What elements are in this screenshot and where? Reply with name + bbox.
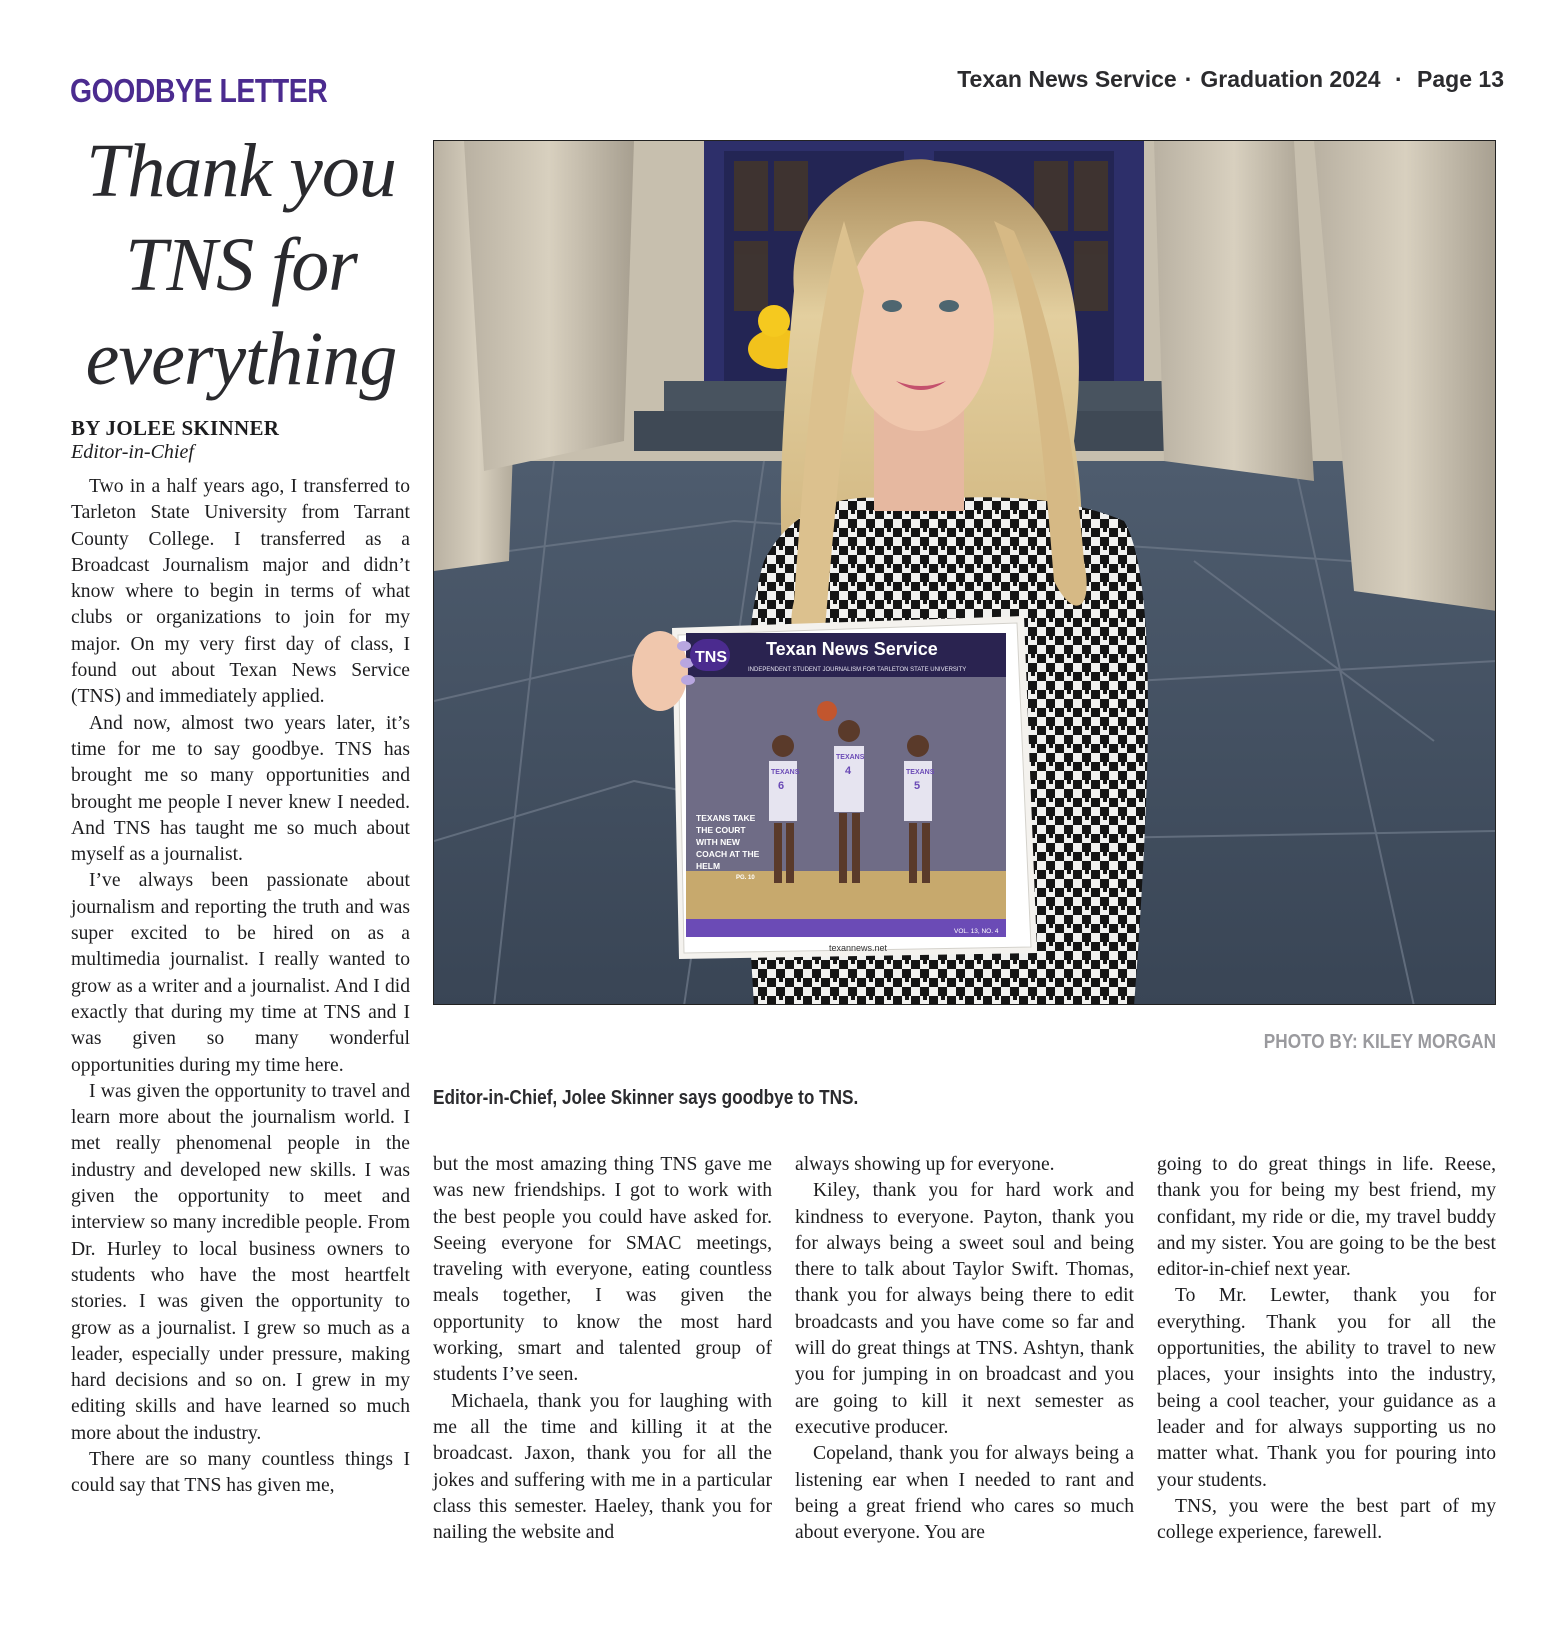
photo-caption: Editor-in-Chief, Jolee Skinner says goodbye to TNS. <box>433 1087 859 1109</box>
article-paragraph: going to do great things in life. Reese, thank you for being my best friend, my confidant, my ride or die, my travel buddy and my sister. You are going to be the best editor-in-chief next year. <box>1157 1154 1496 1281</box>
newspaper-volume: VOL. 13, NO. 4 <box>954 928 999 935</box>
headline-line: Thank you <box>86 129 396 213</box>
page-folio: Texan News Service · Graduation 2024 · Page 13 <box>957 66 1504 92</box>
photo-credit: PHOTO BY: KILEY MORGAN <box>1263 1031 1496 1053</box>
article-paragraph: Copeland, thank you for always being a listening ear when I needed to rant and being a great friend who cares so much about everyone. You are <box>795 1443 1134 1544</box>
newspaper-logo: TNS <box>695 649 727 666</box>
article-paragraph: but the most amazing thing TNS gave me was new friendships. I got to work with the best people you could have asked for. Seeing everyone for SMAC meetings, traveling with everyone, eating countless meals together, I was given the opportunity to know the most hard working, smart and talented group of students I’ve seen. <box>433 1154 772 1386</box>
newspaper-website: texannews.net <box>829 943 888 953</box>
jersey-label: TEXANS <box>771 769 800 776</box>
article-paragraph: TNS, you were the best part of my college experience, farewell. <box>1157 1495 1496 1544</box>
feature-photo <box>433 140 1496 1005</box>
article-column-2 <box>433 1152 772 1546</box>
article-paragraph: Two in a half years ago, I transferred to Tarleton State University from Tarrant County College. I transferred as a Broadcast Journalism major and didn’t know where to begin in terms of what clubs or organizations to join for my major. On my very first day of class, I found out about Texan News Service (TNS) and immediately applied. <box>71 476 410 708</box>
newspaper-tagline: INDEPENDENT STUDENT JOURNALISM FOR TARLETON STATE UNIVERSITY <box>748 667 967 673</box>
headline-line: TNS for <box>125 223 357 307</box>
article-paragraph: I’ve always been passionate about journalism and reporting the truth and was super excited to be hired on as a multimedia journalist. I really wanted to grow as a writer and a journalist. And I did exactly that during my time at TNS and I was given so many wonderful opportunities during my time here. <box>71 870 410 1076</box>
article-paragraph: And now, almost two years later, it’s time for me to say goodbye. TNS has brought me so many opportunities and brought me people I never knew I needed. And TNS has taught me so much about myself as a journalist. <box>71 712 410 866</box>
page-number: Page 13 <box>1417 66 1504 92</box>
article-column-3 <box>795 1152 1134 1546</box>
cover-headline-line: COACH AT THE <box>696 849 760 859</box>
jersey-label: TEXANS <box>906 769 935 776</box>
article-paragraph: There are so many countless things I could say that TNS has given me, <box>71 1448 410 1497</box>
article-paragraph: Kiley, thank you for hard work and kindness to everyone. Payton, thank you for always being a sweet soul and being there to talk about Taylor Swift. Thomas, thank you for always being there to edit broadcasts and you have come so far and will do great things at TNS. Ashtyn, thank you for jumping in on broadcast and you are going to kill it next semester as executive producer. <box>795 1180 1134 1438</box>
issue-name: Graduation 2024 <box>1200 66 1381 92</box>
cover-headline-line: HELM <box>696 861 721 871</box>
article-paragraph: Michaela, thank you for laughing with me all the time and killing it at the broadcast. Jaxon, thank you for all the jokes and suffering with me in a particular class this semester. Haeley, thank you for nailing the website and <box>433 1390 772 1544</box>
cover-headline-line: WITH NEW <box>696 837 740 847</box>
jersey-number: 4 <box>845 765 852 777</box>
article-paragraph: To Mr. Lewter, thank you for everything. Thank you for all the opportunities, the ability to travel to new places, your insights into the industry, being a cool teacher, your guidance as a leader and for always supporting us no matter what. Thank you for pouring into your students. <box>1157 1285 1496 1491</box>
jersey-number: 5 <box>914 780 921 792</box>
article-column-1 <box>71 474 410 1500</box>
jersey-label: TEXANS <box>836 754 865 761</box>
jersey-number: 6 <box>778 780 785 792</box>
cover-headline-line: THE COURT <box>696 825 746 835</box>
byline-author: BY JOLEE SKINNER <box>71 416 280 440</box>
cover-page-ref: PG. 10 <box>736 875 755 881</box>
publication-name: Texan News Service <box>957 66 1177 92</box>
headline <box>62 124 420 406</box>
article-column-4 <box>1157 1152 1496 1546</box>
section-label: GOODBYE LETTER <box>70 72 328 109</box>
cover-headline-line: TEXANS TAKE <box>696 813 756 823</box>
article-paragraph: I was given the opportunity to travel and learn more about the journalism world. I met really phenomenal people in the industry and developed new skills. I was given the opportunity to meet and interview so many incredible people. From Dr. Hurley to local business owners to students who have the most heartfelt stories. I was given the opportunity to grow as a journalist. I grew so much as a leader, especially under pressure, making hard decisions and so on. I grew in my editing skills and have learned so much more about the industry. <box>71 1080 410 1444</box>
article-paragraph: always showing up for everyone. <box>795 1154 1055 1175</box>
newspaper-name: Texan News Service <box>766 639 938 659</box>
headline-line: everything <box>85 317 397 401</box>
byline-title: Editor-in-Chief <box>71 441 194 463</box>
